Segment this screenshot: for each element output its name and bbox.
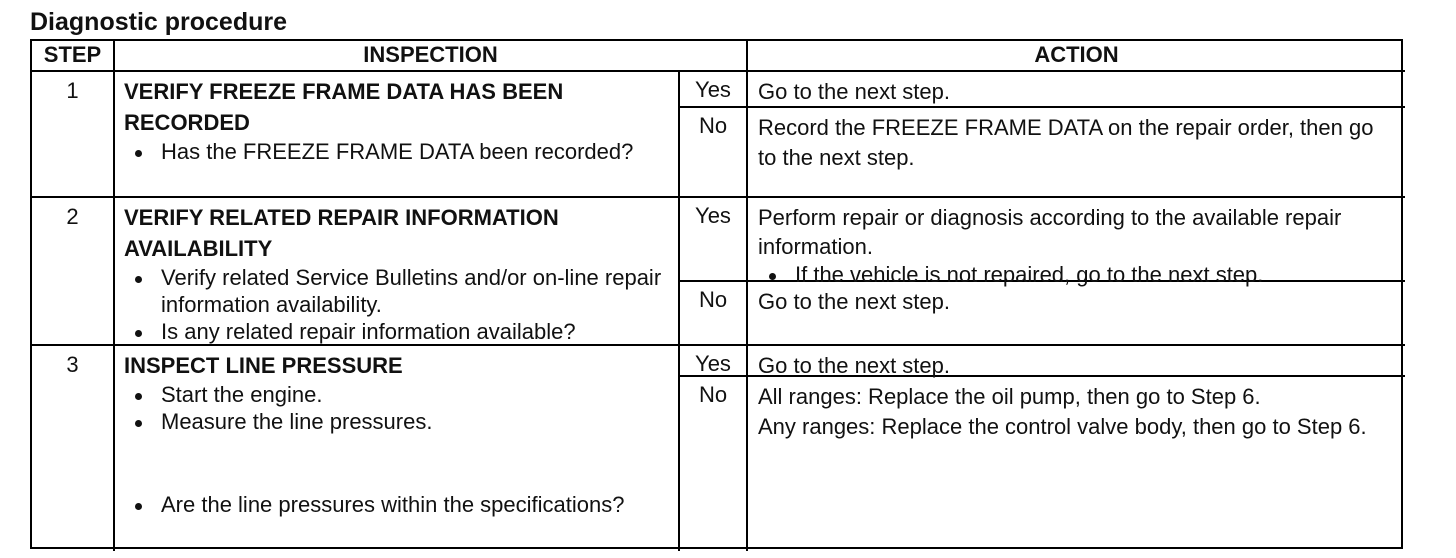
- header-inspection: INSPECTION: [115, 41, 748, 72]
- step-2-inspection: [115, 198, 680, 346]
- step-3-yes-label: Yes: [680, 346, 748, 377]
- step-1-bullet-1: Has the FREEZE FRAME DATA been recorded?: [124, 138, 668, 165]
- step-2-number: 2: [32, 198, 115, 346]
- diagnostic-table: [30, 39, 1403, 549]
- step-2-heading-line-1: VERIFY RELATED REPAIR INFORMATION: [124, 205, 559, 230]
- header-action: ACTION: [748, 41, 1405, 72]
- step-2-yes-action-bullet: If the vehicle is not repaired, go to the next step.: [758, 261, 1395, 288]
- step-2-yes-action: Perform repair or diagnosis according to the available repair information.: [758, 205, 1342, 259]
- step-1-no-label: No: [680, 108, 748, 198]
- step-1-yes-action: Go to the next step.: [748, 72, 1405, 108]
- step-3-no-label: No: [680, 377, 748, 551]
- step-3-no-action: [748, 377, 1405, 551]
- page-title: Diagnostic procedure: [30, 8, 287, 36]
- step-3-heading-line-1: INSPECT LINE PRESSURE: [124, 353, 403, 378]
- header-step: STEP: [32, 41, 115, 72]
- step-2-yes-label: Yes: [680, 198, 748, 282]
- step-1-no-action: Record the FREEZE FRAME DATA on the repair order, then go to the next step.: [748, 108, 1405, 198]
- step-1-inspection: [115, 72, 680, 198]
- step-3-bullet-3: Are the line pressures within the specifications?: [124, 491, 668, 518]
- step-1-yes-label: Yes: [680, 72, 748, 108]
- step-2-bullet-2: Is any related repair information available?: [124, 318, 668, 345]
- step-3-no-action-line-2: Any ranges: Replace the control valve body, then go to Step 6.: [758, 414, 1367, 439]
- step-3-inspection: [115, 346, 680, 551]
- step-3-bullet-1: Start the engine.: [124, 381, 668, 408]
- step-3-gap: [124, 435, 668, 491]
- step-2-heading-line-2: AVAILABILITY: [124, 236, 273, 261]
- step-2-no-label: No: [680, 282, 748, 346]
- step-3-yes-action: Go to the next step.: [748, 346, 1405, 377]
- step-2-bullet-1: Verify related Service Bulletins and/or on-line repair information availability.: [124, 264, 668, 318]
- step-3-number: 3: [32, 346, 115, 551]
- step-2-yes-cell: [748, 198, 1405, 287]
- step-1-number: 1: [32, 72, 115, 198]
- step-1-heading-line-1: VERIFY FREEZE FRAME DATA HAS BEEN: [124, 79, 564, 104]
- step-1-heading-line-2: RECORDED: [124, 110, 250, 135]
- step-2-no-action: Go to the next step.: [748, 282, 1405, 346]
- step-3-no-action-line-1: All ranges: Replace the oil pump, then go to Step 6.: [758, 384, 1261, 409]
- step-3-bullet-2: Measure the line pressures.: [124, 408, 668, 435]
